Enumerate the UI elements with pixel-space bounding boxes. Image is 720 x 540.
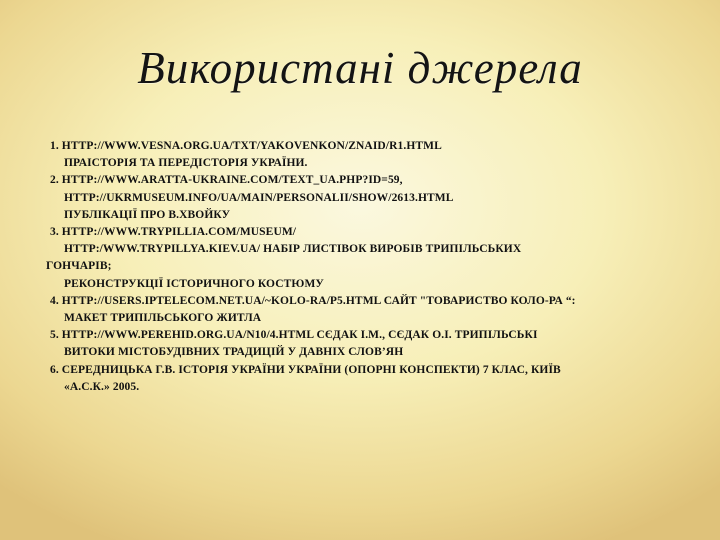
source-line: 6. СЕРЕДНИЦЬКА Г.В. ІСТОРІЯ УКРАЇНИ УКРАЇНИ (ОПОРНІ КОНСПЕКТИ) 7 КЛАС, КИЇВ xyxy=(50,363,561,376)
source-line: ГОНЧАРІВ; xyxy=(46,260,112,273)
source-line: 2. HTTP://WWW.ARATTA-UKRAINE.COM/TEXT_UA.PHP?ID=59, xyxy=(50,174,403,187)
source-line: 5. HTTP://WWW.PEREHID.ORG.UA/N10/4.HTML СЄДАК І.М., СЄДАК О.І. ТРИПІЛЬСЬКІ xyxy=(50,329,538,342)
source-line: HTTP://UKRMUSEUM.INFO/UA/MAIN/PERSONALII/SHOW/2613.HTML xyxy=(64,191,454,204)
source-line: ПРАІСТОРІЯ ТА ПЕРЕДІСТОРІЯ УКРАЇНИ. xyxy=(64,157,308,170)
source-line: МАКЕТ ТРИПІЛЬСЬКОГО ЖИТЛА xyxy=(64,312,262,325)
source-line: 3. HTTP://WWW.TRYPILLIA.COM/MUSEUM/ xyxy=(50,226,297,239)
source-line: ВИТОКИ МІСТОБУДІВНИХ ТРАДИЦІЙ У ДАВНІХ СЛОВ’ЯН xyxy=(64,346,404,359)
sources-list xyxy=(46,138,690,396)
source-line: 4. HTTP://USERS.IPTELECOM.NET.UA/~KOLO-RA/P5.HTML САЙТ "ТОВАРИСТВО КОЛО-РА “: xyxy=(50,294,576,307)
source-line: ПУБЛІКАЦІЇ ПРО В.ХВОЙКУ xyxy=(64,208,231,221)
source-line: РЕКОНСТРУКЦІЇ ІСТОРИЧНОГО КОСТЮМУ xyxy=(64,277,324,290)
source-line: 1. HTTP://WWW.VESNA.ORG.UA/TXT/YAKOVENKON/ZNAID/R1.HTML xyxy=(50,140,442,152)
slide-title: Використані джерела xyxy=(137,43,583,93)
source-line: HTTP:/WWW.TRYPILLYA.KIEV.UA/ НАБІР ЛИСТІВОК ВИРОБІВ ТРИПІЛЬСЬКИХ xyxy=(64,243,522,256)
source-line: «А.С.К.» 2005. xyxy=(64,380,140,393)
